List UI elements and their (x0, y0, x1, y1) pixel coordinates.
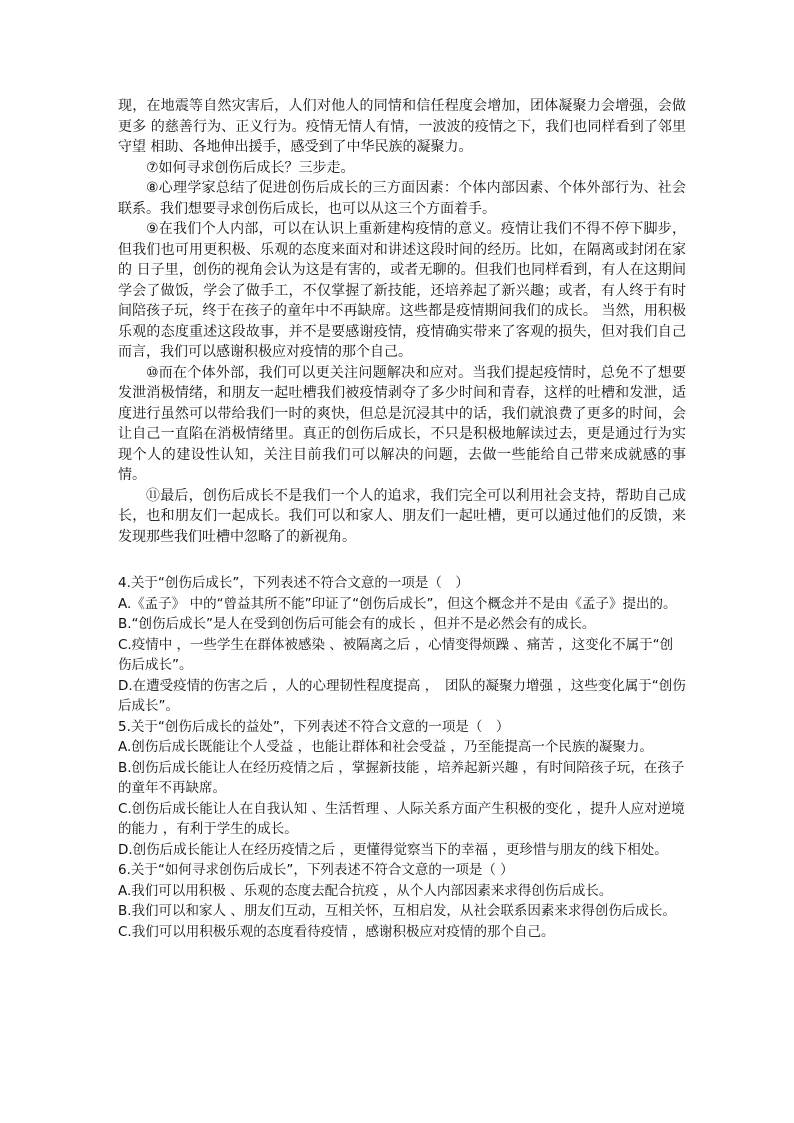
article-paragraph: 现，在地震等自然灾害后，人们对他人的同情和信任程度会增加，团体凝聚力会增强，会做更多 的慈善行为、正义行为。疫情无情人有情，一波波的疫情之下，我们也同样看到了邻里守望 相助、各地伸出援手，感受到了中华民族的凝聚力。 (118, 98, 686, 155)
question-4-option-b: B.“创伤后成长”是人在受到创伤后可能会有的成长 ，但并不是必然会有的成长。 (118, 616, 596, 632)
question-6-option-b: B.我们可以和家人 、朋友们互动，互相关怀，互相启发，从社会联系因素来求得创伤后成长。 (118, 903, 676, 919)
question-4-option-d: D.在遭受疫情的伤害之后 ，人的心理韧性程度提高 ， 团队的凝聚力增强 ，这些变化属于“创伤后成长”。 (118, 677, 686, 714)
question-6-option-c: C.我们可以用积极乐观的态度看待疫情 ，感谢积极应对疫情的那个自己。 (118, 923, 555, 940)
question-4-stem: 4.关于“创伤后成长”，下列表述不符合文意的一项是（ ） (118, 575, 469, 591)
question-4-option-c: C.疫情中 ，一些学生在群体被感染 、被隔离之后 ，心情变得烦躁 、痛苦 ，这变化不属于“创伤后成长”。 (118, 636, 674, 673)
question-6-option-a: A.我们可以用积极 、乐观的态度去配合抗疫 ，从个人内部因素来求得创伤后成长。 (118, 882, 613, 899)
question-5-stem: 5.关于“创伤后成长的益处”，下列表述不符合文意的一项是（ ） (118, 718, 510, 735)
article-paragraph: ⑪最后，创伤后成长不是我们一个人的追求，我们完全可以利用社会支持，帮助自己成长，也和朋友们一起成长。我们可以和家人、朋友们一起吐槽，更可以通过他们的反馈，来 发现那些我们吐槽中忽略了的新视角。 (118, 487, 686, 545)
question-5-option-a: A.创伤后成长既能让个人受益 ，也能让群体和社会受益 ，乃至能提高一个民族的凝聚力。 (118, 739, 653, 755)
question-4-option-a: A.《孟子》 中的“曾益其所不能”印证了“创伤后成长”，但这个概念并不是由《孟子》提出的。 (118, 595, 677, 612)
question-5-option-b: B.创伤后成长能让人在经历疫情之后 ，掌握新技能 ，培养起新兴趣 ，有时间陪孩子玩，在孩子的童年不再缺席。 (118, 759, 685, 796)
section-gap (118, 547, 686, 573)
question-5-option-d: D.创伤后成长能让人在经历疫情之后 ，更懂得觉察当下的幸福 ，更珍惜与朋友的线下相处。 (118, 841, 668, 858)
article-paragraph: ⑨在我们个人内部，可以在认识上重新建构疫情的意义。疫情让我们不得不停下脚步，但我们也可用更积极、乐观的态度来面对和讲述这段时间的经历。比如，在隔离或封闭在家 的 日子里，创伤的视角会认为这是有害的，或者无聊的。但我们也同样看到，有人在这期间学会了做饭，学会了做手工，不仅掌握了新技能，还培养起了新兴趣；或者，有人终于有时间陪孩子玩，终于在孩子的童年中不再缺席。这些都是疫情期间我们的成长。 当然，用积极 乐观的态度重述这段故事，并不是要感谢疫情，疫情确实带来了客观的损失，但对我们自己而言，我们可以感谢积极应对疫情的那个自己。 (118, 221, 686, 360)
question-6-stem: 6.关于“如何寻求创伤后成长”，下列表述不符合文意的一项是（ ） (118, 862, 514, 878)
article-paragraph: ⑧心理学家总结了促进创伤后成长的三方面因素：个体内部因素、个体外部行为、社会 联系。我们想要寻求创伤后成长，也可以从这三个方面着手。 (118, 180, 686, 217)
article-paragraph: ⑩而在个体外部，我们可以更关注问题解决和应对。当我们提起疫情时，总免不了想要 发泄消极情绪，和朋友一起吐槽我们被疫情剥夺了多少时间和青春，这样的吐槽和发泄，适 度进行虽然可以带给我们一时的爽快，但总是沉浸其中的话，我们就浪费了更多的时间，会 让自己一直陷在消极情绪里。真正的创伤后成长，不只是积极地解读过去，更是通过行为实 现个人的建设性认知，关注目前我们可以解决的问题，去做一些能给自己带来成就感的事情。 (118, 364, 686, 483)
document-page (118, 96, 686, 942)
question-5-option-c: C.创伤后成长能让人在自我认知 、生活哲理 、人际关系方面产生积极的变化 ，提升人应对逆境的能力 ，有利于学生的成长。 (118, 800, 685, 837)
article-paragraph: ⑦如何寻求创伤后成长？三步走。 (146, 159, 355, 176)
